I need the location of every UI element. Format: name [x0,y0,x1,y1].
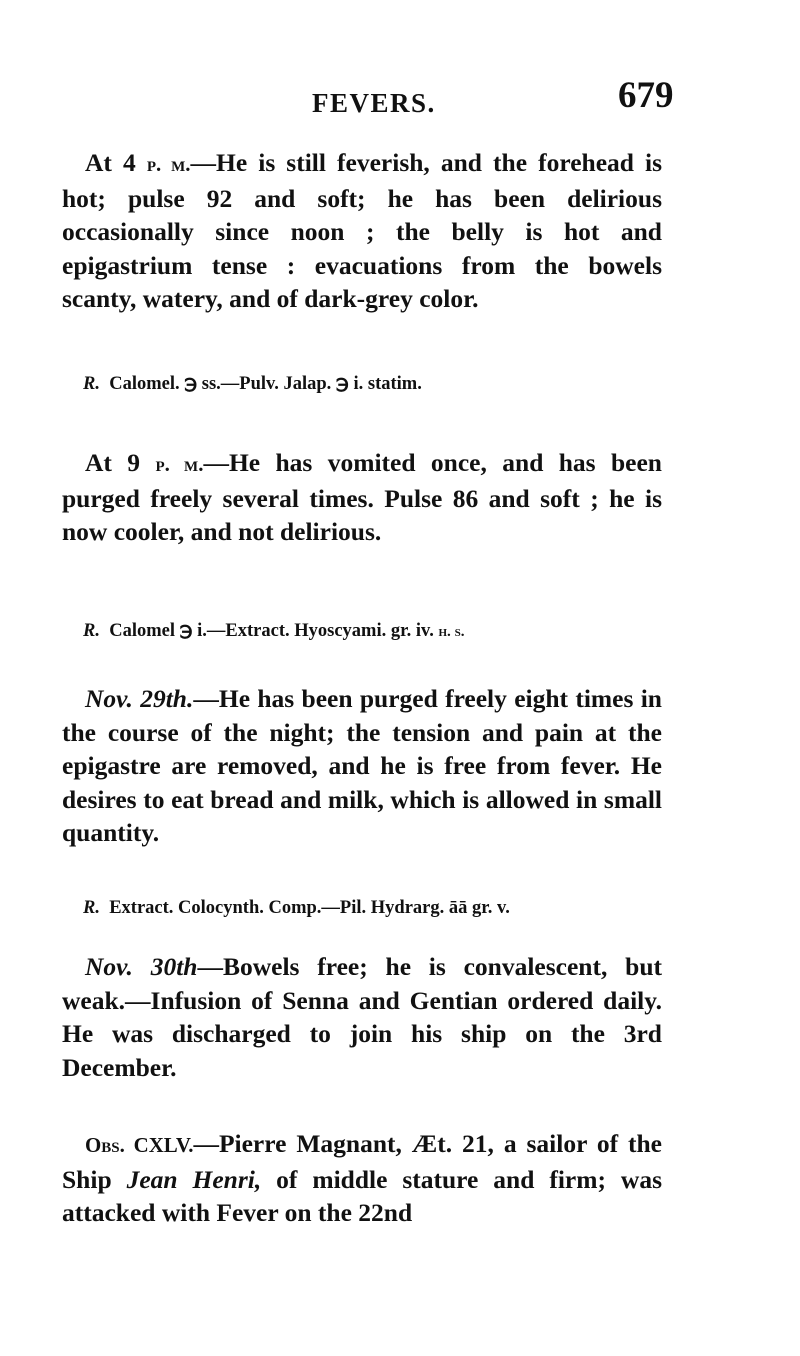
paragraph-text: —He is still feverish, and the forehead is hot; pulse 92 and soft; he has been delirious occasionally since noon ; the belly is hot and epigastrium tense : evacuations from the bowels scanty, watery, and of dark-grey color. [62,148,663,313]
page-number: 679 [618,75,674,116]
prescription-2 [83,620,465,642]
paragraph-observation [62,1127,662,1230]
prescription-text: Extract. Colocynth. Comp.—Pil. Hydrarg. āā gr. v. [109,898,510,918]
paragraph-text: —Bowels free; he is convalescent, but weak.—Infusion of Senna and Gentian ordered daily. He was discharged to join his ship on the 3rd December. [62,952,662,1082]
paragraph-4pm [62,146,662,316]
recipe-symbol: R. [83,898,100,918]
meridiem-label: p. m. [146,152,191,176]
meridiem-label: p. m. [155,452,204,476]
date-label: Nov. 30th [85,952,198,981]
prescription-3 [83,898,510,919]
time-label: At 9 [85,448,141,477]
paragraph-nov-30 [62,950,662,1084]
paragraph-text: —He has been purged freely eight times in the course of the night; the tension and pain at the epigastre are removed, and he is free from fever. He desires to eat bread and milk, which is allowed in small quantity. [62,684,662,847]
running-header-title: FEVERS. [312,88,436,118]
ship-name: Jean Henri, [126,1164,262,1194]
paragraph-text: of middle stature and firm; was attacked with Fever on the 22nd [62,1164,662,1227]
paragraph-9pm [62,446,662,549]
recipe-symbol: R. [83,374,100,394]
date-label: Nov. 29th. [85,684,194,713]
prescription-1 [83,373,422,395]
paragraph-text: —Pierre Magnant, Æt. 21, a sailor of the Ship [62,1129,662,1194]
prescription-text: Calomel. ℈ ss.—Pulv. Jalap. ℈ i. statim. [109,374,422,394]
prescription-text: Calomel ℈ i.—Extract. Hyoscyami. gr. iv. [109,621,434,641]
time-label: At 4 [85,148,136,177]
observation-label: Obs. CXLV. [85,1133,194,1157]
paragraph-text: —He has vomited once, and has been purged freely several times. Pulse 86 and soft ; he is now cooler, and not delirious. [62,448,662,546]
recipe-symbol: R. [83,621,100,641]
prescription-suffix: h. s. [438,623,465,640]
paragraph-nov-29 [62,682,662,850]
